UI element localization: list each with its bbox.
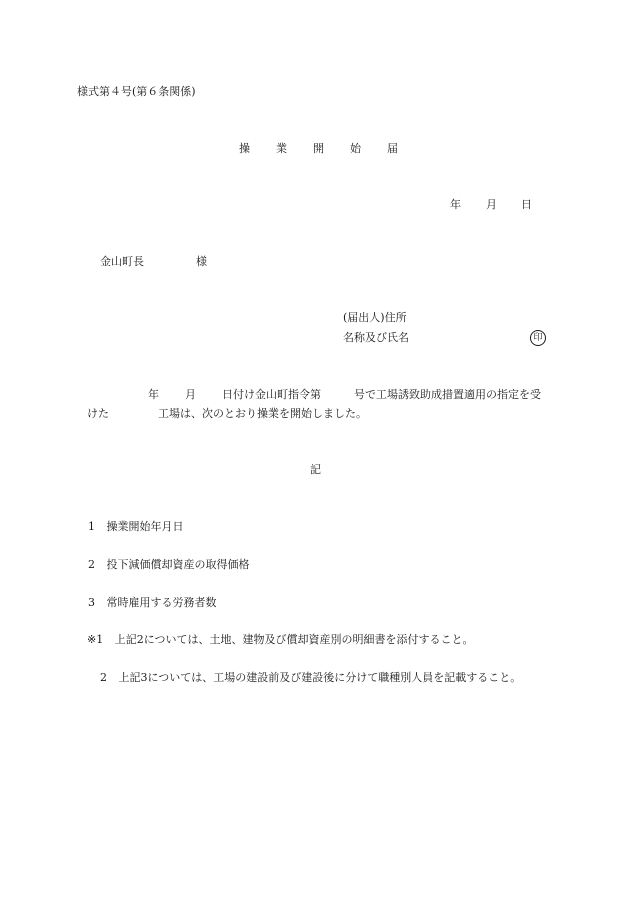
body-text-part2: 号で工場誘致助成措置適用の指定を受 (354, 388, 541, 401)
form-number: 様式第４号(第６条関係) (77, 85, 196, 98)
body-month: 月 (185, 388, 196, 401)
date-month: 月 (486, 198, 497, 211)
list-item (88, 521, 184, 532)
note-item (100, 672, 521, 683)
document-title (239, 143, 398, 154)
title-char: 開 (313, 142, 324, 155)
body-text-line2b: 工場は、次のとおり操業を開始しました。 (158, 407, 367, 420)
addressee-honorific: 様 (196, 255, 207, 268)
note-item (87, 634, 474, 645)
applicant-address-label: (届出人)住所 (343, 311, 407, 324)
item-number: 1 (88, 520, 95, 533)
list-item (88, 559, 250, 570)
note-text: 上記2については、土地、建物及び償却資産別の明細書を添付すること。 (114, 633, 474, 646)
date-day: 日 (521, 198, 532, 211)
item-number: 3 (88, 596, 95, 609)
note-text: 上記3については、工場の建設前及び建設後に分けて職種別人員を記載すること。 (118, 671, 522, 684)
record-heading: 記 (310, 463, 321, 476)
title-char: 操 (239, 142, 250, 155)
date-year: 年 (450, 198, 461, 211)
seal-icon: 印 (530, 330, 546, 346)
seal-mark (530, 330, 546, 346)
applicant-name-label: 名称及び氏名 (343, 331, 409, 344)
body-year: 年 (148, 388, 159, 401)
title-char: 始 (350, 142, 361, 155)
body-text-part1: 日付け金山町指令第 (222, 388, 321, 401)
item-text: 操業開始年月日 (106, 520, 184, 533)
addressee-name: 金山町長 (100, 255, 144, 268)
body-text-line2a: けた (87, 407, 109, 420)
title-char: 届 (387, 142, 398, 155)
item-number: 2 (88, 558, 95, 571)
item-text: 常時雇用する労務者数 (106, 596, 217, 609)
note-number: 2 (100, 671, 107, 684)
list-item (88, 597, 217, 608)
title-char: 業 (276, 142, 287, 155)
note-number: ※1 (87, 633, 104, 646)
item-text: 投下減価償却資産の取得価格 (106, 558, 250, 571)
